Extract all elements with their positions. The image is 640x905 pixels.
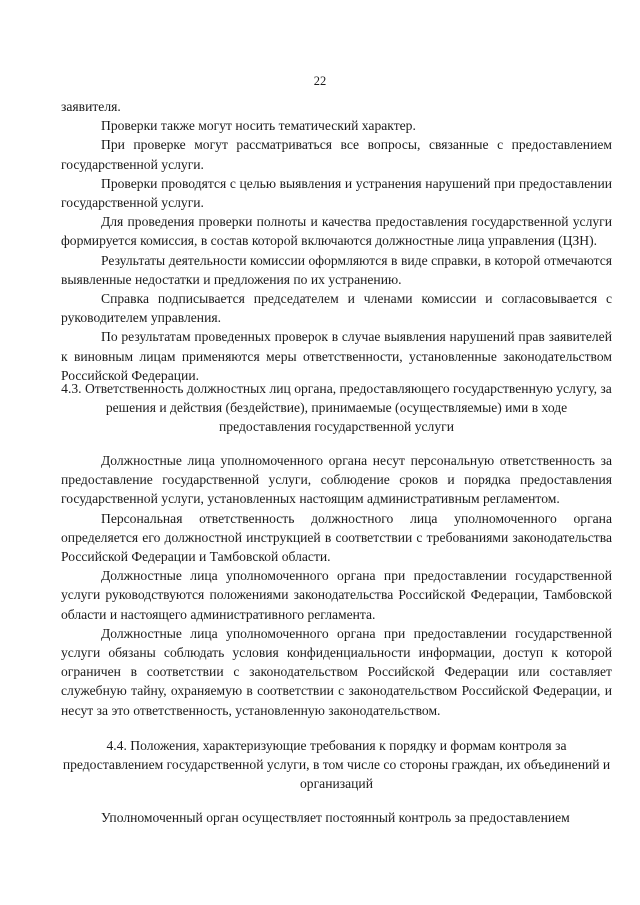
paragraph: По результатам проведенных проверок в случае выявления нарушений прав заявителей к виновным лицам применяются меры ответственности, установленные законодательством Российской Федерации. <box>61 329 612 383</box>
responsibility-section <box>61 451 612 720</box>
section-heading: 4.4. Положения, характеризующие требования к порядку и формам контроля за предоставлением государственной услуги, в том числе со стороны граждан, их объединений и организаций <box>62 738 611 792</box>
paragraph: Проверки проводятся с целью выявления и устранения нарушений при предоставлении государственной услуги. <box>61 175 612 211</box>
section-heading: 4.3. Ответственность должностных лиц органа, предоставляющего государственную услугу, за решения и действия (бездействие), принимаемые (осуществляемые) ими в ходе предоставления государственной услуги <box>61 381 612 435</box>
section-heading-4-4 <box>61 736 612 794</box>
paragraph: Проверки также могут носить тематический характер. <box>101 118 416 134</box>
section-heading-4-3 <box>61 379 612 437</box>
paragraph: Справка подписывается председателем и членами комиссии и согласовывается с руководителем управления. <box>61 291 612 326</box>
paragraph: Должностные лица уполномоченного органа несут персональную ответственность за предоставление государственной услуги, соблюдение сроков и порядка предоставления государственной услуги, установленных настоящим административным регламентом. <box>61 453 612 507</box>
paragraph: При проверке могут рассматриваться все вопросы, связанные с предоставлением государственной услуги. <box>61 137 612 172</box>
paragraph: Должностные лица уполномоченного органа при предоставлении государственной услуги обязаны соблюдать условия конфиденциальности информации, доступ к которой ограничен в соответствии с законодательством Российской Федерации или составляет служебную тайну, охраняемую в соответствии с законодательством Российской Федерации, и несут за это ответственность, установленную законодательством. <box>61 625 612 718</box>
paragraph: Уполномоченный орган осуществляет постоянный контроль за предоставлением <box>101 810 570 825</box>
control-section <box>61 808 612 827</box>
paragraph: Для проведения проверки полноты и качества предоставления государственной услуги формируется комиссия, в состав которой включаются должностные лица управления (ЦЗН). <box>61 214 612 249</box>
paragraph: Должностные лица уполномоченного органа при предоставлении государственной услуги руководствуются положениями законодательства Российской Федерации, Тамбовской области и настоящего административного регламента. <box>61 568 612 622</box>
paragraph: заявителя. <box>61 99 121 114</box>
inspection-section <box>61 97 612 385</box>
paragraph: Персональная ответственность должностного лица уполномоченного органа определяется его должностной инструкцией в соответствии с требованиями законодательства Российской Федерации и Тамбовской области. <box>61 510 612 565</box>
page-number: 22 <box>313 74 327 88</box>
paragraph: Результаты деятельности комиссии оформляются в виде справки, в которой отмечаются выявленные недостатки и предложения по их устранению. <box>61 252 612 287</box>
